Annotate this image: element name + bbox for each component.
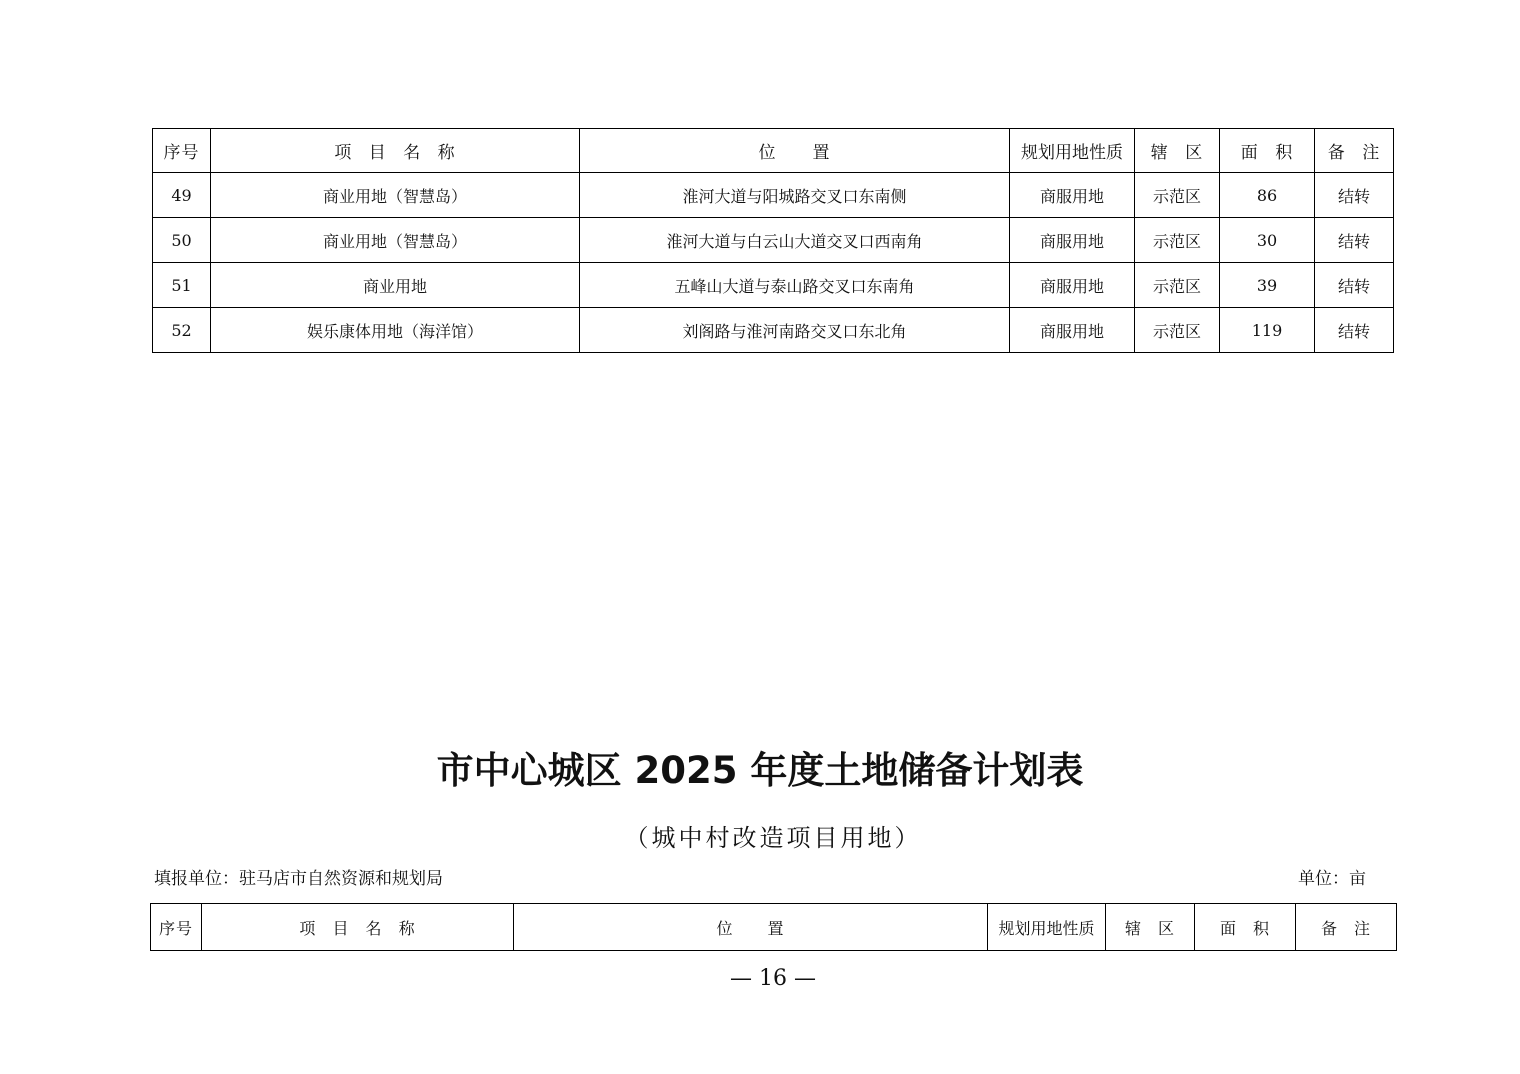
table-row [153,308,1394,353]
cell-area: 86 [1220,173,1315,218]
cell-planned-land-use: 商服用地 [1010,308,1135,353]
header-location: 位 置 [580,129,1010,173]
cell-remarks: 结转 [1315,218,1394,263]
page-number: — 16 — [730,966,816,991]
filing-unit: 填报单位：驻马店市自然资源和规划局 [154,869,443,889]
header-serial-number: 序号 [151,904,202,951]
header-remarks: 备 注 [1315,129,1394,173]
header-area: 面 积 [1220,129,1315,173]
cell-serial-number: 50 [153,218,211,263]
header-district: 辖 区 [1106,904,1195,951]
village-renovation-table [150,903,1397,951]
cell-district: 示范区 [1135,263,1220,308]
header-area: 面 积 [1195,904,1296,951]
cell-location: 刘阁路与淮河南路交叉口东北角 [580,308,1010,353]
table-header-row [151,904,1397,951]
cell-remarks: 结转 [1315,173,1394,218]
header-project-name: 项 目 名 称 [202,904,514,951]
header-location: 位 置 [514,904,988,951]
cell-remarks: 结转 [1315,263,1394,308]
header-project-name: 项 目 名 称 [211,129,580,173]
cell-serial-number: 51 [153,263,211,308]
cell-location: 五峰山大道与泰山路交叉口东南角 [580,263,1010,308]
header-serial-number: 序号 [153,129,211,173]
cell-serial-number: 52 [153,308,211,353]
unit-label: 单位：亩 [1298,869,1366,889]
plan-title: 市中心城区 2025 年度土地储备计划表 [436,749,1084,792]
cell-district: 示范区 [1135,218,1220,263]
header-planned-land-use: 规划用地性质 [1010,129,1135,173]
cell-planned-land-use: 商服用地 [1010,218,1135,263]
header-remarks: 备 注 [1296,904,1397,951]
cell-serial-number: 49 [153,173,211,218]
table-row [153,218,1394,263]
cell-project-name: 商业用地（智慧岛） [211,173,580,218]
table-row [153,173,1394,218]
cell-area: 30 [1220,218,1315,263]
cell-location: 淮河大道与阳城路交叉口东南侧 [580,173,1010,218]
cell-area: 119 [1220,308,1315,353]
cell-planned-land-use: 商服用地 [1010,173,1135,218]
cell-project-name: 商业用地（智慧岛） [211,218,580,263]
cell-project-name: 娱乐康体用地（海洋馆） [211,308,580,353]
cell-location: 淮河大道与白云山大道交叉口西南角 [580,218,1010,263]
header-district: 辖 区 [1135,129,1220,173]
plan-subtitle: （城中村改造项目用地） [624,824,922,852]
table-row [153,263,1394,308]
cell-area: 39 [1220,263,1315,308]
table-header-row [153,129,1394,173]
cell-planned-land-use: 商服用地 [1010,263,1135,308]
cell-district: 示范区 [1135,173,1220,218]
cell-remarks: 结转 [1315,308,1394,353]
cell-project-name: 商业用地 [211,263,580,308]
cell-district: 示范区 [1135,308,1220,353]
land-reserve-table-continued [152,128,1394,353]
header-planned-land-use: 规划用地性质 [988,904,1106,951]
